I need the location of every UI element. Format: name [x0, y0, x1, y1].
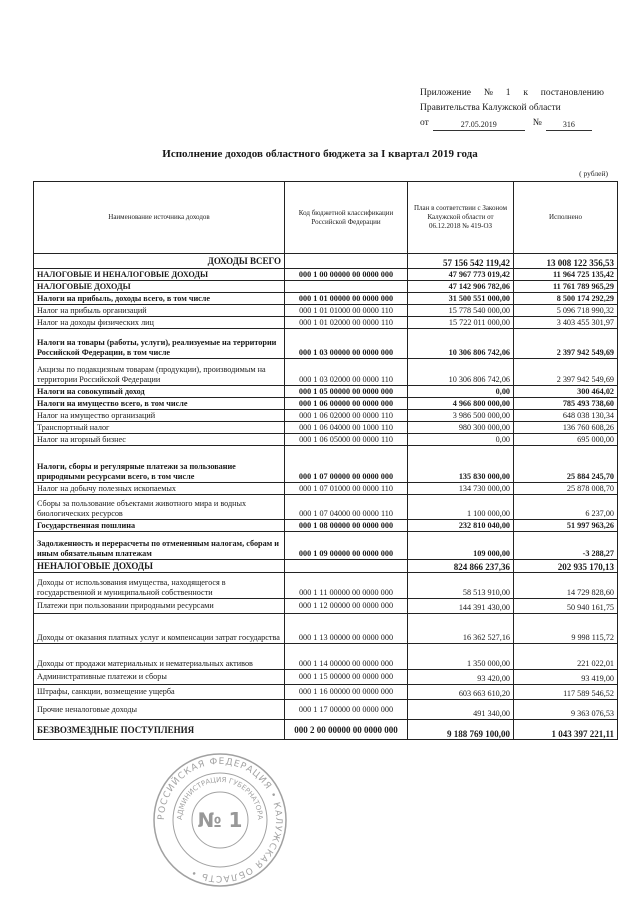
row-actual: 6 237,00 [514, 495, 618, 520]
row-code: 000 1 00 00000 00 0000 000 [285, 269, 408, 281]
row-plan: 109 000,00 [408, 532, 514, 560]
row-plan: 93 420,00 [408, 670, 514, 685]
row-actual: 695 000,00 [514, 434, 618, 446]
row-name: Налог на доходы физических лиц [34, 317, 285, 329]
row-name: Налог на имущество организаций [34, 410, 285, 422]
row-name: БЕЗВОЗМЕЗДНЫЕ ПОСТУПЛЕНИЯ [34, 720, 285, 740]
row-plan: 0,00 [408, 386, 514, 398]
row-plan: 603 663 610,20 [408, 685, 514, 700]
row-code: 000 1 01 00000 00 0000 000 [285, 293, 408, 305]
row-plan: 15 722 011 000,00 [408, 317, 514, 329]
row-actual: 14 729 828,60 [514, 573, 618, 599]
table-row [34, 720, 618, 740]
row-name: Налог на добычу полезных ископаемых [34, 483, 285, 495]
table-row [34, 670, 618, 685]
table-row [34, 410, 618, 422]
row-plan: 232 810 040,00 [408, 520, 514, 532]
row-code: 000 1 14 00000 00 0000 000 [285, 644, 408, 670]
row-code: 000 1 07 04000 00 0000 110 [285, 495, 408, 520]
table-row [34, 520, 618, 532]
row-actual: 5 096 718 990,32 [514, 305, 618, 317]
row-actual: 136 760 608,26 [514, 422, 618, 434]
row-plan: 16 362 527,16 [408, 614, 514, 644]
row-name: Доходы от продажи материальных и нематериальных активов [34, 644, 285, 670]
row-plan: 58 513 910,00 [408, 573, 514, 599]
row-actual: 785 493 738,60 [514, 398, 618, 410]
row-name: Сборы за пользование объектами животного мира и водных биологических ресурсов [34, 495, 285, 520]
row-plan: 134 730 000,00 [408, 483, 514, 495]
seal-outer-text: РОССИЙСКАЯ ФЕДЕРАЦИЯ • КАЛУЖСКАЯ ОБЛАСТЬ • [156, 756, 284, 884]
row-plan: 57 156 542 119,42 [408, 254, 514, 269]
table-row [34, 329, 618, 359]
row-code: 000 1 01 02000 00 0000 110 [285, 317, 408, 329]
appendix-no-sign: № [532, 118, 542, 128]
row-name: НАЛОГОВЫЕ ДОХОДЫ [34, 281, 285, 293]
row-code: 000 1 06 02000 00 0000 110 [285, 410, 408, 422]
table-row [34, 483, 618, 495]
row-actual: 93 419,00 [514, 670, 618, 685]
units-label: ( рублей) [579, 169, 608, 178]
row-actual: 50 940 161,75 [514, 599, 618, 614]
row-plan: 135 830 000,00 [408, 446, 514, 483]
row-code: 000 1 03 02000 00 0000 110 [285, 359, 408, 386]
row-code: 000 1 03 00000 00 0000 000 [285, 329, 408, 359]
row-code: 000 1 16 00000 00 0000 000 [285, 685, 408, 700]
row-code: 000 1 17 00000 00 0000 000 [285, 700, 408, 720]
row-code: 000 1 07 01000 00 0000 110 [285, 483, 408, 495]
row-code: 000 1 06 05000 00 0000 110 [285, 434, 408, 446]
row-code: 000 1 06 04000 00 1000 110 [285, 422, 408, 434]
row-actual: 13 008 122 356,53 [514, 254, 618, 269]
row-plan: 47 967 773 019,42 [408, 269, 514, 281]
appendix-label: Приложение [420, 88, 471, 98]
row-code [285, 254, 408, 269]
row-name: Налоги на прибыль, доходы всего, в том числе [34, 293, 285, 305]
row-actual: 25 884 245,70 [514, 446, 618, 483]
row-plan: 1 350 000,00 [408, 644, 514, 670]
row-name: Прочие неналоговые доходы [34, 700, 285, 720]
row-name: Доходы от использования имущества, находящегося в государственной и муниципальной собственности [34, 573, 285, 599]
row-code: 000 1 06 00000 00 0000 000 [285, 398, 408, 410]
appendix-line-1 [420, 86, 604, 101]
document-title: Исполнение доходов областного бюджета за I квартал 2019 года [162, 148, 478, 160]
appendix-number-sign: № [483, 88, 493, 98]
row-actual: 2 397 942 549,69 [514, 329, 618, 359]
row-actual: 2 397 942 549,69 [514, 359, 618, 386]
row-plan: 15 778 540 000,00 [408, 305, 514, 317]
row-actual: 1 043 397 221,11 [514, 720, 618, 740]
table-row [34, 644, 618, 670]
row-name: Административные платежи и сборы [34, 670, 285, 685]
header-actual: Исполнено [514, 182, 618, 254]
row-actual: 3 403 455 301,97 [514, 317, 618, 329]
row-plan: 1 100 000,00 [408, 495, 514, 520]
row-name: Платежи при пользовании природными ресурсами [34, 599, 285, 614]
row-code: 000 2 00 00000 00 0000 000 [285, 720, 408, 740]
table-header-row [34, 182, 618, 254]
row-plan: 10 306 806 742,06 [408, 359, 514, 386]
seal-inner-text: АДМИНИСТРАЦИЯ ГУБЕРНАТОРА [175, 775, 265, 821]
row-code: 000 1 13 00000 00 0000 000 [285, 614, 408, 644]
appendix-date: 27.05.2019 [433, 120, 525, 131]
table-row [34, 317, 618, 329]
row-actual: 648 038 130,34 [514, 410, 618, 422]
table-row [34, 359, 618, 386]
row-name: Налоги на имущество всего, в том числе [34, 398, 285, 410]
row-name: Налог на игорный бизнес [34, 434, 285, 446]
row-plan: 824 866 237,36 [408, 560, 514, 573]
row-actual: 11 964 725 135,42 [514, 269, 618, 281]
row-name: НАЛОГОВЫЕ И НЕНАЛОГОВЫЕ ДОХОДЫ [34, 269, 285, 281]
table-row [34, 573, 618, 599]
table-row [34, 293, 618, 305]
row-actual: 25 878 008,70 [514, 483, 618, 495]
row-code: 000 1 12 00000 00 0000 000 [285, 599, 408, 614]
row-name: Налоги на совокупный доход [34, 386, 285, 398]
row-plan: 4 966 800 000,00 [408, 398, 514, 410]
official-seal [150, 750, 290, 890]
row-code: 000 1 05 00000 00 0000 000 [285, 386, 408, 398]
row-plan: 0,00 [408, 434, 514, 446]
header-plan: План в соответствии с Законом Калужской области от 06.12.2018 № 419-ОЗ [408, 182, 514, 254]
row-actual: 11 761 789 965,29 [514, 281, 618, 293]
row-code: 000 1 11 00000 00 0000 000 [285, 573, 408, 599]
row-plan: 144 391 430,00 [408, 599, 514, 614]
row-actual: 117 589 546,52 [514, 685, 618, 700]
table-row [34, 599, 618, 614]
row-name: Доходы от оказания платных услуг и компенсации затрат государства [34, 614, 285, 644]
table-row [34, 700, 618, 720]
row-actual: 8 500 174 292,29 [514, 293, 618, 305]
appendix-from: от [420, 118, 429, 128]
table-row [34, 422, 618, 434]
table-row [34, 446, 618, 483]
seal-number: № 1 [197, 808, 243, 832]
row-actual: 9 998 115,72 [514, 614, 618, 644]
row-name: ДОХОДЫ ВСЕГО [34, 254, 285, 269]
row-name: НЕНАЛОГОВЫЕ ДОХОДЫ [34, 560, 285, 573]
row-name: Штрафы, санкции, возмещение ущерба [34, 685, 285, 700]
row-name: Налоги, сборы и регулярные платежи за пользование природными ресурсами всего, в том числе [34, 446, 285, 483]
row-code: 000 1 15 00000 00 0000 000 [285, 670, 408, 685]
row-code: 000 1 09 00000 00 0000 000 [285, 532, 408, 560]
header-code: Код бюджетной классификации Российской Федерации [285, 182, 408, 254]
row-code [285, 281, 408, 293]
row-name: Налог на прибыль организаций [34, 305, 285, 317]
table-row [34, 685, 618, 700]
row-actual: 221 022,01 [514, 644, 618, 670]
row-code: 000 1 01 01000 00 0000 110 [285, 305, 408, 317]
row-name: Задолженность и перерасчеты по отмененным налогам, сборам и иным обязательным платежам [34, 532, 285, 560]
row-name: Налоги на товары (работы, услуги), реализуемые на территории Российской Федерации, в том числе [34, 329, 285, 359]
header-name: Наименование источника доходов [34, 182, 285, 254]
table-row [34, 398, 618, 410]
row-plan: 491 340,00 [408, 700, 514, 720]
row-plan: 980 300 000,00 [408, 422, 514, 434]
row-code: 000 1 07 00000 00 0000 000 [285, 446, 408, 483]
row-plan: 31 500 551 000,00 [408, 293, 514, 305]
row-plan: 10 306 806 742,06 [408, 329, 514, 359]
row-code: 000 1 08 00000 00 0000 000 [285, 520, 408, 532]
row-actual: -3 288,27 [514, 532, 618, 560]
row-actual: 9 363 076,53 [514, 700, 618, 720]
appendix-to: к [523, 88, 528, 98]
table-row [34, 434, 618, 446]
table-row [34, 281, 618, 293]
row-code [285, 560, 408, 573]
appendix-block [420, 86, 604, 131]
table-row [34, 305, 618, 317]
row-name: Транспортный налог [34, 422, 285, 434]
table-row [34, 560, 618, 573]
table-row [34, 254, 618, 269]
appendix-government: Правительства Калужской области [420, 103, 561, 113]
row-actual: 51 997 963,26 [514, 520, 618, 532]
revenue-table [33, 181, 618, 740]
table-row [34, 614, 618, 644]
appendix-number: 1 [505, 88, 511, 98]
row-plan: 3 986 500 000,00 [408, 410, 514, 422]
table-row [34, 495, 618, 520]
row-name: Государственная пошлина [34, 520, 285, 532]
row-actual: 202 935 170,13 [514, 560, 618, 573]
table-row [34, 269, 618, 281]
row-plan: 9 188 769 100,00 [408, 720, 514, 740]
table-row [34, 386, 618, 398]
appendix-date-row [420, 116, 604, 131]
appendix-doc-number: 316 [546, 120, 592, 131]
row-plan: 47 142 906 782,06 [408, 281, 514, 293]
row-actual: 300 464,02 [514, 386, 618, 398]
row-name: Акцизы по подакцизным товарам (продукции), производимым на территории Российской Федерации [34, 359, 285, 386]
appendix-resolution: постановлению [540, 88, 604, 98]
table-row [34, 532, 618, 560]
